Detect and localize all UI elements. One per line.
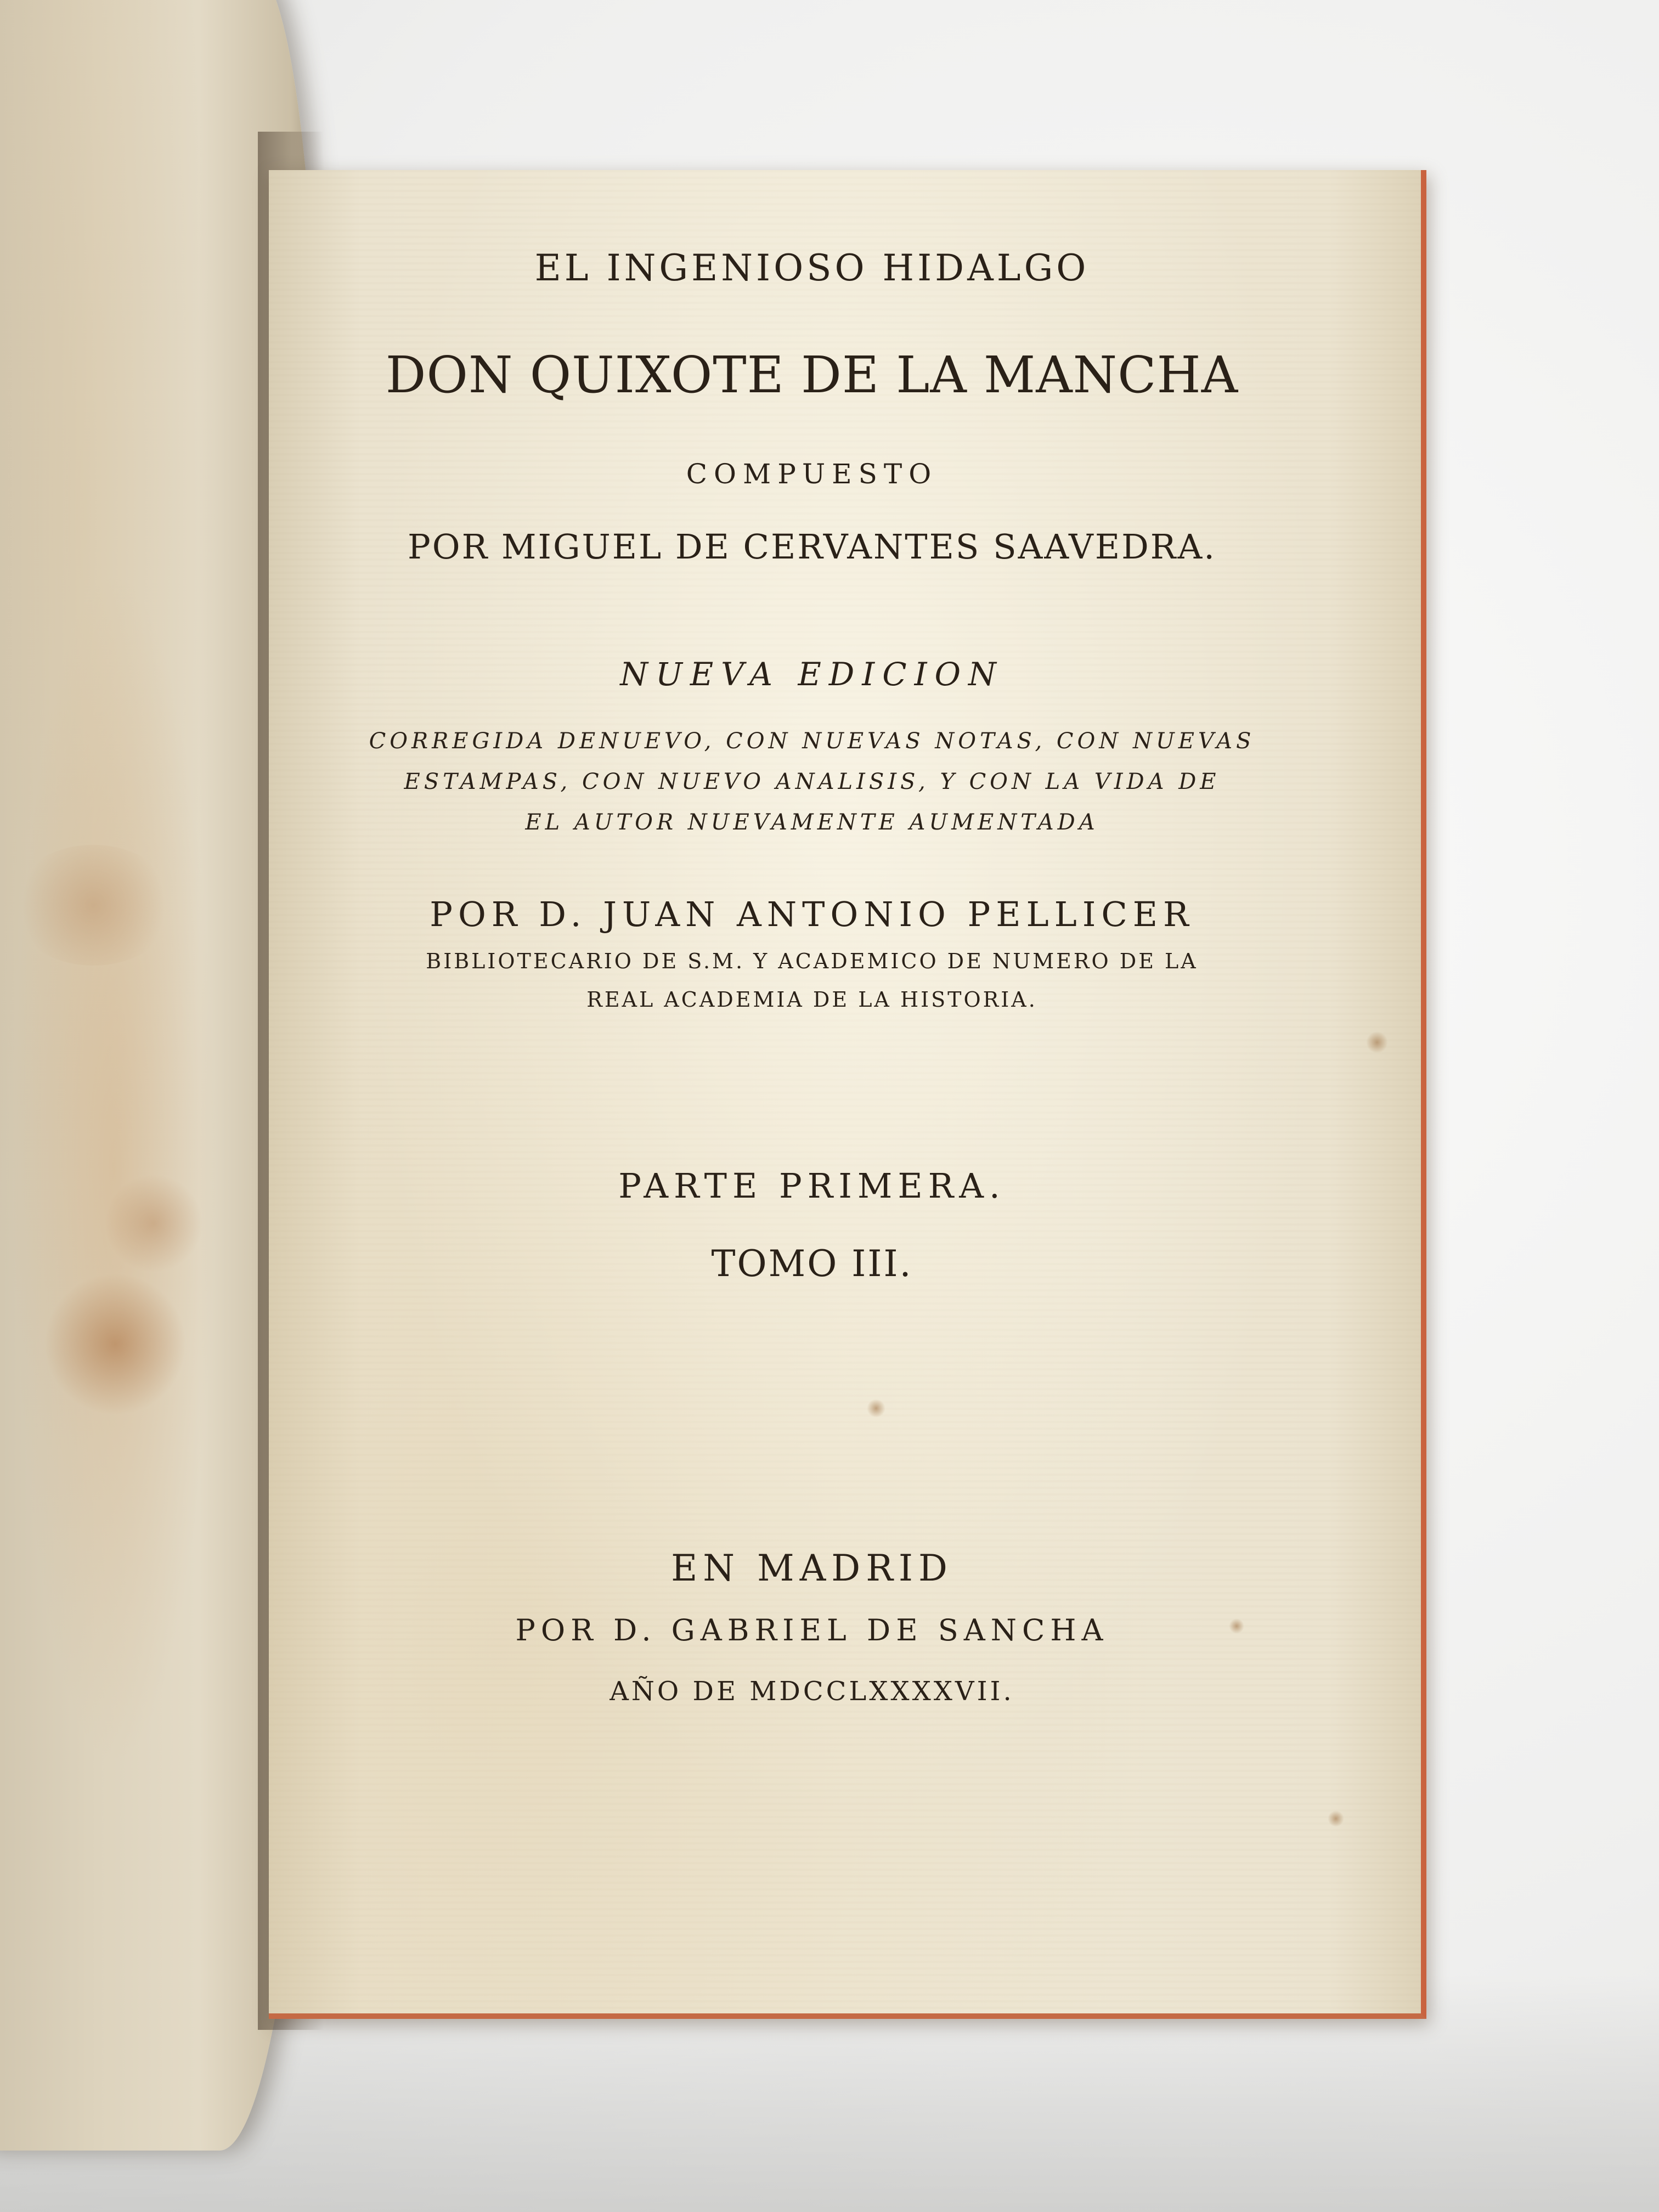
title-line-1: EL INGENIOSO HIDALGO <box>534 247 1090 289</box>
part-line: PARTE PRIMERA. <box>618 1166 1006 1206</box>
foxing-spot <box>867 1399 885 1418</box>
foxing-spot <box>1328 1810 1344 1827</box>
edition-description-2: ESTAMPAS, CON NUEVO ANALISIS, Y CON LA VIDA DE <box>404 769 1220 794</box>
imprint-year: AÑO DE MDCCLXXXXVII. <box>610 1676 1014 1707</box>
foxing-spot <box>1366 1031 1388 1053</box>
imprint-place: EN MADRID <box>671 1547 953 1589</box>
imprint-printer: POR D. GABRIEL DE SANCHA <box>515 1613 1109 1647</box>
edition-description-1: CORREGIDA DENUEVO, CON NUEVAS NOTAS, CON NUEVAS <box>369 729 1255 754</box>
volume-line: TOMO III. <box>711 1243 913 1285</box>
editor-line: POR D. JUAN ANTONIO PELLICER <box>430 894 1194 934</box>
editor-title-2: REAL ACADEMIA DE LA HISTORIA. <box>586 988 1037 1012</box>
title-compuesto: COMPUESTO <box>686 458 938 490</box>
main-title: DON QUIXOTE DE LA MANCHA <box>385 346 1239 404</box>
editor-title-1: BIBLIOTECARIO DE S.M. Y ACADEMICO DE NUMERO DE LA <box>426 949 1198 973</box>
foxing-stain <box>104 1174 203 1273</box>
author-line: POR MIGUEL DE CERVANTES SAAVEDRA. <box>408 527 1216 567</box>
foxing-stain <box>11 845 176 966</box>
foxing-stain <box>44 1273 187 1415</box>
title-page <box>269 170 1426 2019</box>
edition-heading: NUEVA EDICION <box>620 656 1004 693</box>
edition-description-3: EL AUTOR NUEVAMENTE AUMENTADA <box>525 810 1099 835</box>
